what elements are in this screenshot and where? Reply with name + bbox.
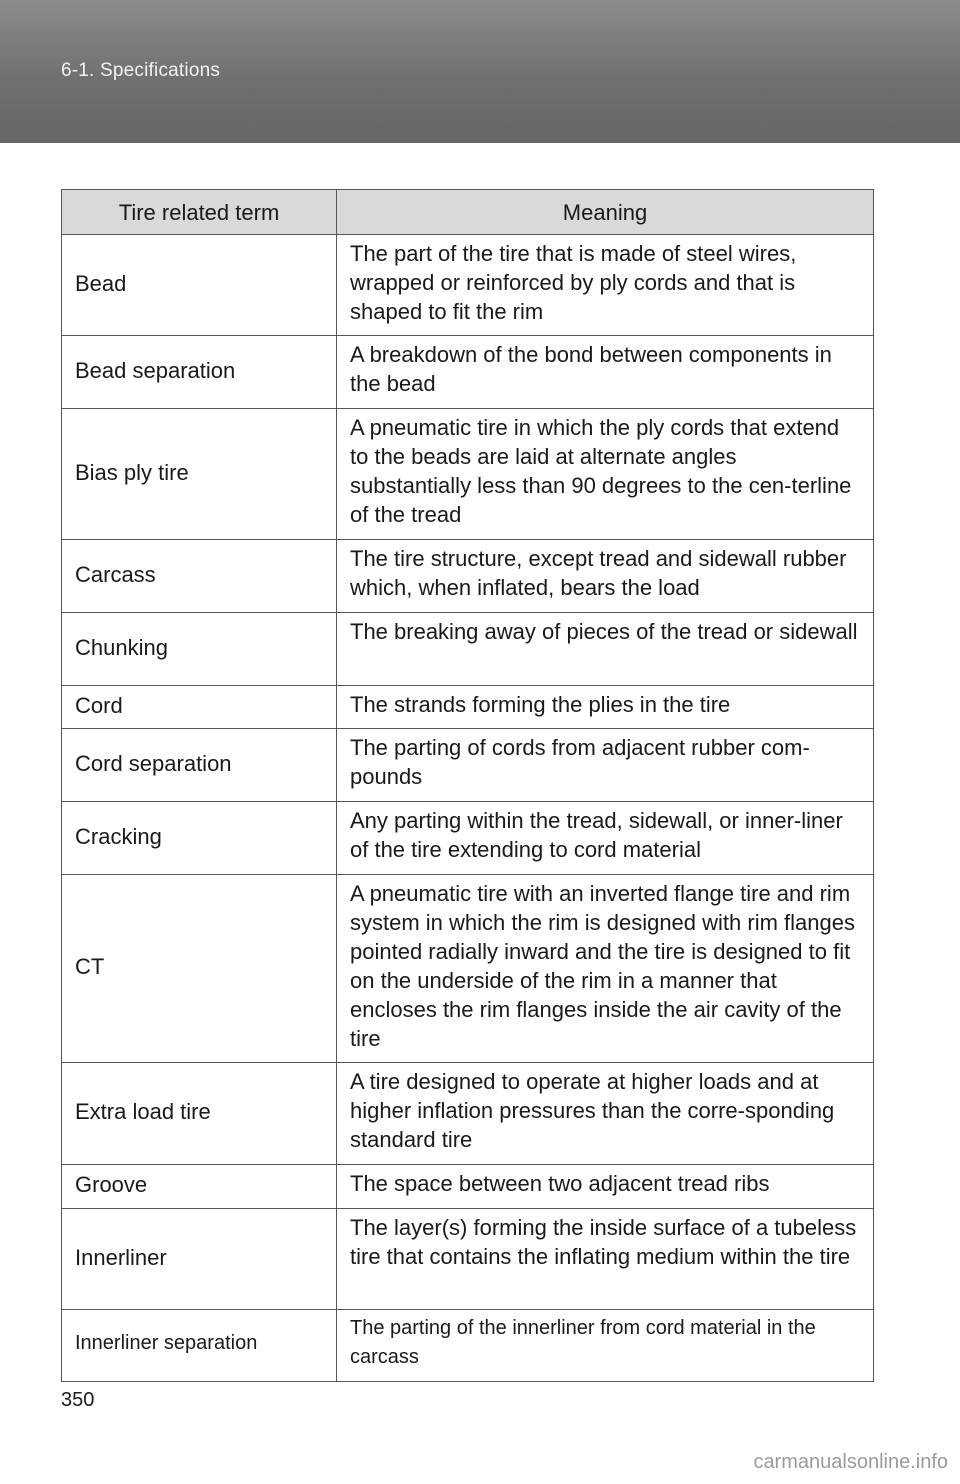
table-row	[62, 1063, 874, 1165]
meaning-cell: The parting of cords from adjacent rubber com-pounds	[337, 729, 874, 802]
tire-terms-table	[61, 189, 874, 1382]
term-cell: Cord	[62, 686, 337, 729]
term-cell: Groove	[62, 1165, 337, 1209]
term-cell: Extra load tire	[62, 1063, 337, 1165]
term-cell: Bead separation	[62, 336, 337, 409]
meaning-cell: Any parting within the tread, sidewall, or inner-liner of the tire extending to cord material	[337, 802, 874, 875]
meaning-cell: The space between two adjacent tread ribs	[337, 1165, 874, 1209]
term-cell: Bias ply tire	[62, 409, 337, 540]
meaning-cell: The breaking away of pieces of the tread or sidewall	[337, 613, 874, 686]
table-row	[62, 235, 874, 336]
table-header-row	[62, 190, 874, 235]
meaning-cell: The part of the tire that is made of steel wires, wrapped or reinforced by ply cords and that is shaped to fit the rim	[337, 235, 874, 336]
meaning-cell: The layer(s) forming the inside surface of a tubeless tire that contains the inflating medium within the tire	[337, 1209, 874, 1310]
term-cell: CT	[62, 875, 337, 1063]
table-row	[62, 686, 874, 729]
section-header-band	[0, 0, 960, 143]
column-header-meaning: Meaning	[337, 190, 874, 235]
watermark: carmanualsonline.info	[753, 1451, 948, 1473]
column-header-term: Tire related term	[62, 190, 337, 235]
meaning-cell: A breakdown of the bond between components in the bead	[337, 336, 874, 409]
meaning-cell: The tire structure, except tread and sidewall rubber which, when inflated, bears the load	[337, 540, 874, 613]
table-row	[62, 613, 874, 686]
term-cell: Carcass	[62, 540, 337, 613]
table-row	[62, 540, 874, 613]
table-row	[62, 1209, 874, 1310]
table-row	[62, 802, 874, 875]
meaning-cell: A pneumatic tire with an inverted flange tire and rim system in which the rim is designed with rim flanges pointed radially inward and the tire is designed to fit on the underside of the rim in a manner that encloses the rim flanges inside the air cavity of the tire	[337, 875, 874, 1063]
table-row	[62, 409, 874, 540]
term-cell: Chunking	[62, 613, 337, 686]
meaning-cell: A tire designed to operate at higher loads and at higher inflation pressures than the corre-sponding standard tire	[337, 1063, 874, 1165]
table-row	[62, 1165, 874, 1209]
term-cell: Cord separation	[62, 729, 337, 802]
table-row	[62, 729, 874, 802]
section-title: 6-1. Specifications	[61, 60, 221, 81]
page-number: 350	[61, 1389, 95, 1411]
table-row	[62, 336, 874, 409]
meaning-cell: The parting of the innerliner from cord material in the carcass	[337, 1310, 874, 1382]
table-row	[62, 1310, 874, 1382]
term-cell: Innerliner	[62, 1209, 337, 1310]
term-cell: Cracking	[62, 802, 337, 875]
term-cell: Innerliner separation	[62, 1310, 337, 1382]
table-row	[62, 875, 874, 1063]
meaning-cell: The strands forming the plies in the tire	[337, 686, 874, 729]
meaning-cell: A pneumatic tire in which the ply cords that extend to the beads are laid at alternate angles substantially less than 90 degrees to the cen-terline of the tread	[337, 409, 874, 540]
term-cell: Bead	[62, 235, 337, 336]
